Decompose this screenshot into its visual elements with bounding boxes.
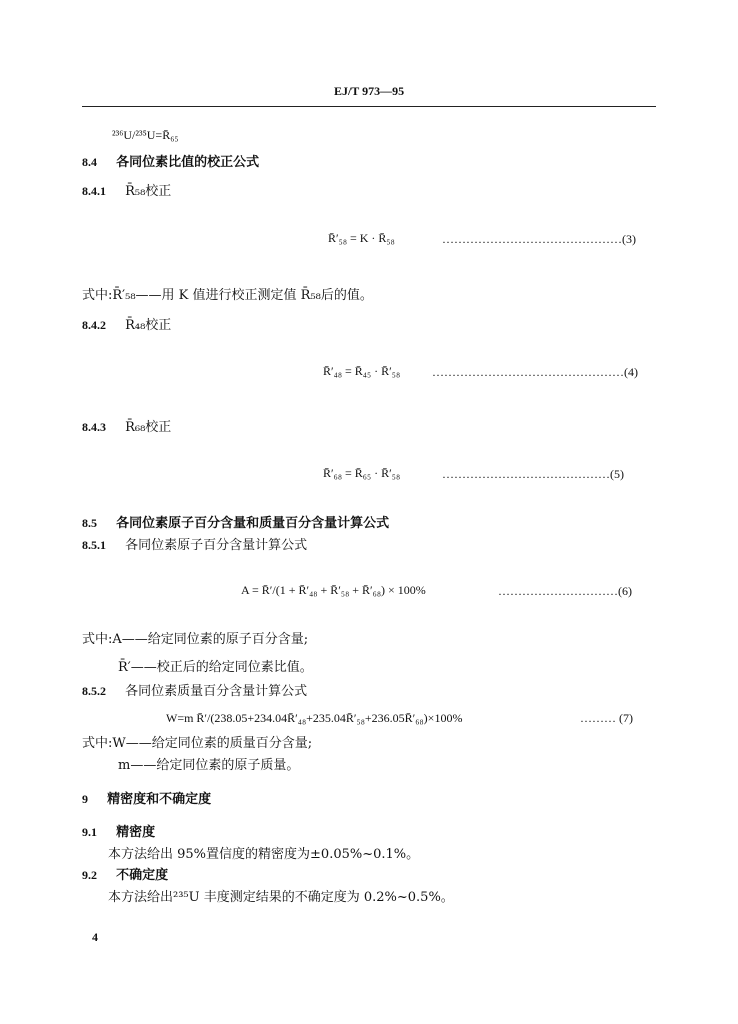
equation-6: A = R̄′/(1 + R̄′₄₈ + R̄′₅₈ + R̄′₆₈) × 100% — [241, 583, 426, 597]
equation-3-note: 式中:R̄′₅₈——用 K 值进行校正测定值 R̄₅₈后的值。 — [82, 288, 373, 303]
section-number: 9 — [82, 792, 88, 806]
section-number: 8.4.2 — [82, 318, 106, 332]
section-number: 8.5.1 — [82, 538, 106, 552]
section-9-heading — [82, 788, 211, 807]
section-number: 8.4.3 — [82, 420, 106, 434]
intro-formula: ²³⁶U/²³⁵U=R̄₆₅ — [112, 128, 179, 142]
equation-4: R̄′₄₈ = R̄₄₅ · R̄′₅₈ — [323, 364, 401, 378]
equation-3: R̄′₅₈ = K · R̄₅₈ — [328, 231, 395, 245]
equation-4-leader: …………………………………………(4) — [432, 365, 638, 379]
section-8-4-3-heading — [82, 416, 171, 435]
section-title: 各同位素原子百分含量计算公式 — [125, 538, 308, 553]
section-9-1-heading — [82, 821, 155, 840]
equation-6-leader: …………………………(6) — [498, 584, 632, 598]
section-title: 各同位素质量百分含量计算公式 — [125, 684, 308, 699]
section-number: 8.4 — [82, 155, 97, 169]
section-number: 8.5 — [82, 516, 97, 530]
section-9-2-body: 本方法给出²³⁵U 丰度测定结果的不确定度为 0.2%~0.5%。 — [108, 890, 454, 905]
page-number: 4 — [92, 930, 98, 944]
section-8-4-1-heading — [82, 180, 171, 199]
section-8-5-2-heading — [82, 680, 307, 699]
header-rule — [82, 106, 656, 107]
section-title: R̄₄₈校正 — [125, 318, 172, 333]
equation-7-leader: ……… (7) — [580, 711, 633, 725]
section-title: R̄₆₈校正 — [125, 420, 172, 435]
section-title: 精密度 — [116, 825, 156, 840]
section-title: R̄₅₈校正 — [125, 184, 172, 199]
section-number: 9.1 — [82, 825, 97, 839]
section-title: 精密度和不确定度 — [107, 792, 212, 807]
equation-6-note-1: 式中:A——给定同位素的原子百分含量; — [82, 632, 309, 647]
equation-7-note-1: 式中:W——给定同位素的质量百分含量; — [82, 736, 313, 751]
equation-7-note-2: m——给定同位素的原子质量。 — [118, 758, 300, 773]
section-number: 9.2 — [82, 868, 97, 882]
equation-6-note-2: R̄′——校正后的给定同位素比值。 — [118, 660, 313, 675]
section-8-4-heading — [82, 151, 259, 170]
section-8-4-2-heading — [82, 314, 171, 333]
section-title: 各同位素比值的校正公式 — [116, 155, 260, 170]
section-title: 各同位素原子百分含量和质量百分含量计算公式 — [116, 516, 390, 531]
equation-5-leader: ……………………………………(5) — [442, 467, 624, 481]
section-8-5-1-heading — [82, 534, 307, 553]
equation-7: W=m R̄′/(238.05+234.04R̄′₄₈+235.04R̄′₅₈+236.05R̄′₆₈)×100% — [166, 711, 463, 725]
section-number: 8.4.1 — [82, 184, 106, 198]
section-number: 8.5.2 — [82, 684, 106, 698]
section-9-2-heading — [82, 864, 168, 883]
equation-3-leader: ………………………………………(3) — [442, 232, 636, 246]
equation-5: R̄′₆₈ = R̄₆₅ · R̄′₅₈ — [323, 466, 401, 480]
section-9-1-body: 本方法给出 95%置信度的精密度为±0.05%~0.1%。 — [108, 847, 420, 862]
section-8-5-heading — [82, 512, 389, 531]
section-title: 不确定度 — [116, 868, 169, 883]
document-code-header: EJ/T 973—95 — [333, 84, 405, 98]
